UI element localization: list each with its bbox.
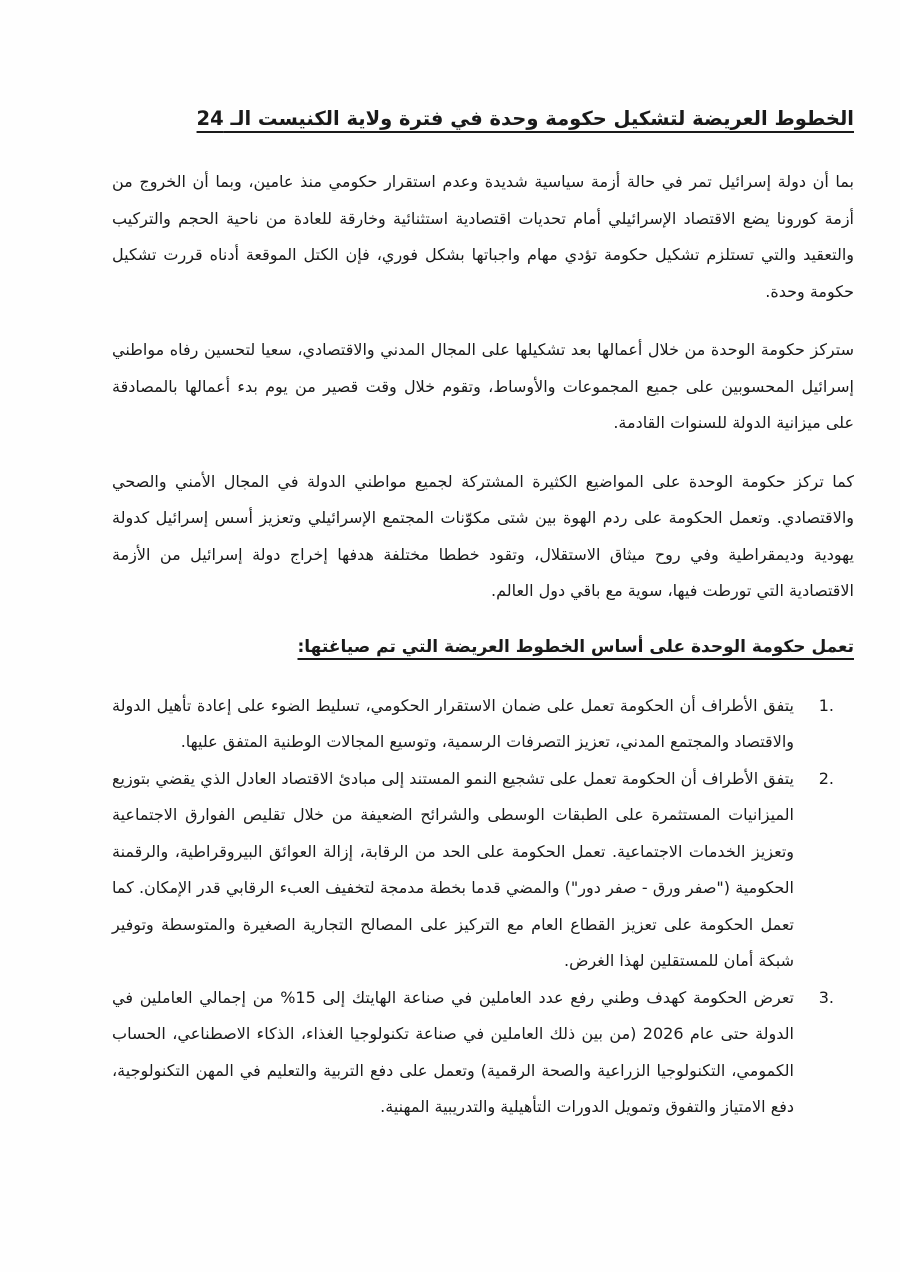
list-item-1-number: 1. [818, 695, 834, 715]
paragraph-shared-topics: كما تركز حكومة الوحدة على المواضيع الكثيرة المشتركة لجميع مواطني الدولة في المجال الأمني والصحي والاقتصادي. وتعمل الحكومة على ردم الهوة بين شتى مكوّنات المجتمع الإسرائيلي وتعزيز أسس إسرائيل كدولة يهودية وديمقراطية وفي روح ميثاق الاستقلال، وتقود خططا مختلفة هدفها إخراج دولة إسرائيل من الأزمة الاقتصادية التي تورطت فيها، سوية مع باقي دول العالم. [112, 471, 854, 600]
section-heading: تعمل حكومة الوحدة على أساس الخطوط العريضة التي تم صياغتها: [297, 636, 854, 657]
document-title: الخطوط العريضة لتشكيل حكومة وحدة في فترة ولاية الكنيست الـ 24 [196, 107, 854, 130]
list-item-2 [112, 761, 834, 980]
list-item-1 [112, 688, 834, 761]
list-item-3-number: 3. [818, 987, 834, 1007]
list-item-3-text: تعرض الحكومة كهدف وطني رفع عدد العاملين في صناعة الهايتك إلى 15% من إجمالي العاملين في الدولة حتى عام 2026 (من بين ذلك العاملين في صناعة تكنولوجيا الغذاء، الذكاء الاصطناعي، الحساب الكمومي، التكنولوجيا الزراعية والصحة الرقمية) وتعمل على دفع التربية والتعليم في المهن التكنولوجية، دفع الامتياز والتفوق وتمويل الدورات التأهيلية والتدريبية المهنية. [112, 987, 794, 1116]
list-item-2-text: يتفق الأطراف أن الحكومة تعمل على تشجيع النمو المستند إلى مبادئ الاقتصاد العادل الذي يقضي بتوزيع الميزانيات المستثمرة على الطبقات الوسطى والشرائح الضعيفة من خلال تقليص الفوارق الاجتماعية وتعزيز الخدمات الاجتماعية. تعمل الحكومة على الحد من الرقابة، إزالة العوائق البيروقراطية، والرقمنة الحكومية ("صفر ورق - صفر دور") والمضي قدما بخطة مدمجة لتخفيف العبء الرقابي قدر الإمكان. كما تعمل الحكومة على تعزيز القطاع العام مع التركيز على المصالح التجارية الصغيرة والمتوسطة وتوفير شبكة أمان للمستقلين لهذا الغرض. [112, 768, 794, 970]
list-item-2-number: 2. [818, 768, 834, 788]
numbered-list [112, 688, 834, 1126]
paragraph-focus: ستركز حكومة الوحدة من خلال أعمالها بعد تشكيلها على المجال المدني والاقتصادي، سعيا لتحسين رفاه مواطني إسرائيل المحسوبين على جميع المجموعات والأوساط، وتقوم خلال وقت قصير من يوم بدء أعمالها بالمصادقة على ميزانية الدولة للسنوات القادمة. [112, 340, 854, 432]
list-item-1-text: يتفق الأطراف أن الحكومة تعمل على ضمان الاستقرار الحكومي، تسليط الضوء على إعادة تأهيل الدولة والاقتصاد والمجتمع المدني، تعزيز التصرفات الرسمية، وتوسيع المجالات الوطنية المتفق عليها. [112, 695, 794, 751]
paragraph-intro: بما أن دولة إسرائيل تمر في حالة أزمة سياسية شديدة وعدم استقرار حكومي منذ عامين، وبما أن الخروج من أزمة كورونا يضع الاقتصاد الإسرائيلي أمام تحديات اقتصادية استثنائية وخارقة للعادة من ناحية الحجم والتركيب والتعقيد والتي تستلزم تشكيل حكومة تؤدي مهام واجباتها بشكل فوري، فإن الكتل الموقعة أدناه قررت تشكيل حكومة وحدة. [112, 172, 854, 301]
list-item-3 [112, 980, 834, 1126]
